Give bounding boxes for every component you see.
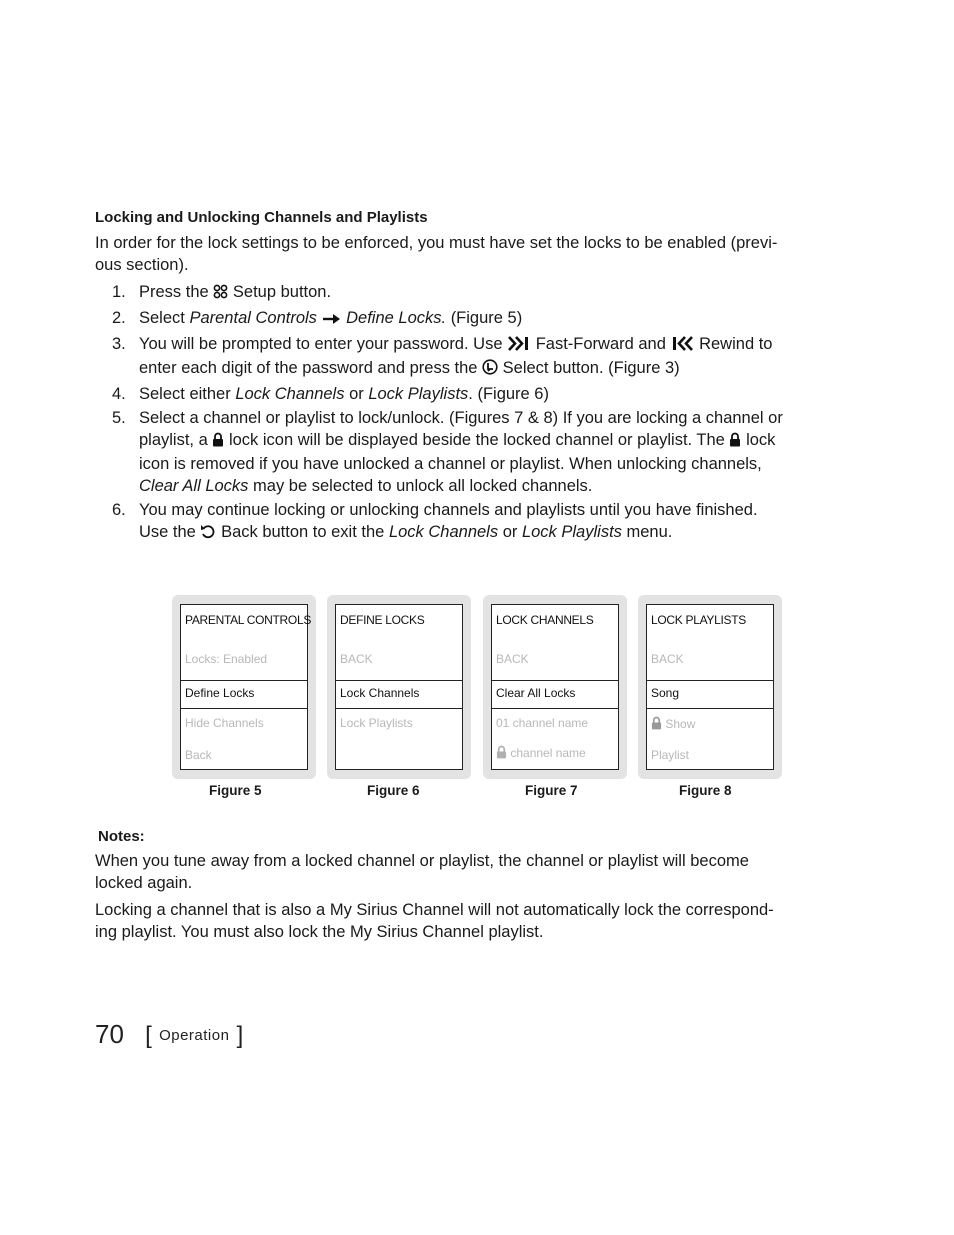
step-6: 6. You may continue locking or unlocking channels and playlists until you have finished. Use the Back button to exit the Lock Channels or Lock Playlists menu. <box>95 499 865 545</box>
step-3: 3. You will be prompted to enter your password. Use Fast-Forward and Rewind to enter each digit of the password and press the Select button. (Figure 3) <box>95 333 865 381</box>
lock-icon <box>729 431 741 453</box>
rewind-icon <box>671 335 695 357</box>
step-2: 2. Select Parental Controls Define Locks. (Figure 5) <box>95 307 865 331</box>
select-button-icon <box>482 359 498 381</box>
selected-row: Clear All Locks <box>492 680 618 709</box>
section-heading: Locking and Unlocking Channels and Playlists <box>95 209 428 226</box>
back-icon <box>200 523 216 545</box>
fast-forward-icon <box>507 335 531 357</box>
section-name: Operation <box>159 1027 230 1044</box>
lock-icon <box>651 716 662 733</box>
step-1: 1. Press the Setup button. <box>95 281 865 305</box>
note-1: When you tune away from a locked channel or playlist, the channel or playlist will become locked again. <box>95 852 749 892</box>
arrow-right-icon <box>322 309 342 331</box>
figure-7-caption: Figure 7 <box>525 783 578 798</box>
figure-6-caption: Figure 6 <box>367 783 420 798</box>
figure-8-caption: Figure 8 <box>679 783 732 798</box>
selected-row: Define Locks <box>181 680 307 709</box>
notes-label: Notes: <box>98 828 145 845</box>
step-5: 5. Select a channel or playlist to lock/unlock. (Figures 7 & 8) If you are locking a channel or playlist, a lock icon will be displayed beside the locked channel or playlist. The lock icon is removed if you have unlocked a channel or playlist. When unlocking channels, Clear All Locks may be selected to unlock all locked channels. <box>112 409 783 495</box>
figure-5-screen: PARENTAL CONTROLS Locks: Enabled Define Locks Hide Channels Back <box>180 604 308 770</box>
selected-row: Lock Channels <box>336 680 462 709</box>
selected-row: Song <box>647 680 773 709</box>
steps-list <box>95 281 865 547</box>
figure-7-screen: LOCK CHANNELS BACK Clear All Locks 01 channel name channel name <box>491 604 619 770</box>
page-number: 70 <box>95 1019 124 1049</box>
figure-6-screen: DEFINE LOCKS BACK Lock Channels Lock Playlists <box>335 604 463 770</box>
figure-8-screen: LOCK PLAYLISTS BACK Song Show Playlist <box>646 604 774 770</box>
figure-7-device <box>483 595 627 779</box>
page-footer: 70 [ Operation ] <box>95 1019 244 1049</box>
figure-5-device <box>172 595 316 779</box>
figure-6-device <box>327 595 471 779</box>
note-2: Locking a channel that is also a My Sirius Channel will not automatically lock the correspond- ing playlist. You must also lock the My Sirius Channel playlist. <box>95 901 774 941</box>
intro-paragraph: In order for the lock settings to be enforced, you must have set the locks to be enabled (previ- ous section). <box>95 234 778 274</box>
lock-icon <box>496 745 507 762</box>
step-4: 4. Select either Lock Channels or Lock Playlists. (Figure 6) <box>112 385 549 403</box>
setup-icon <box>213 283 228 305</box>
figure-5-caption: Figure 5 <box>209 783 262 798</box>
figure-8-device <box>638 595 782 779</box>
lock-icon <box>212 431 224 453</box>
